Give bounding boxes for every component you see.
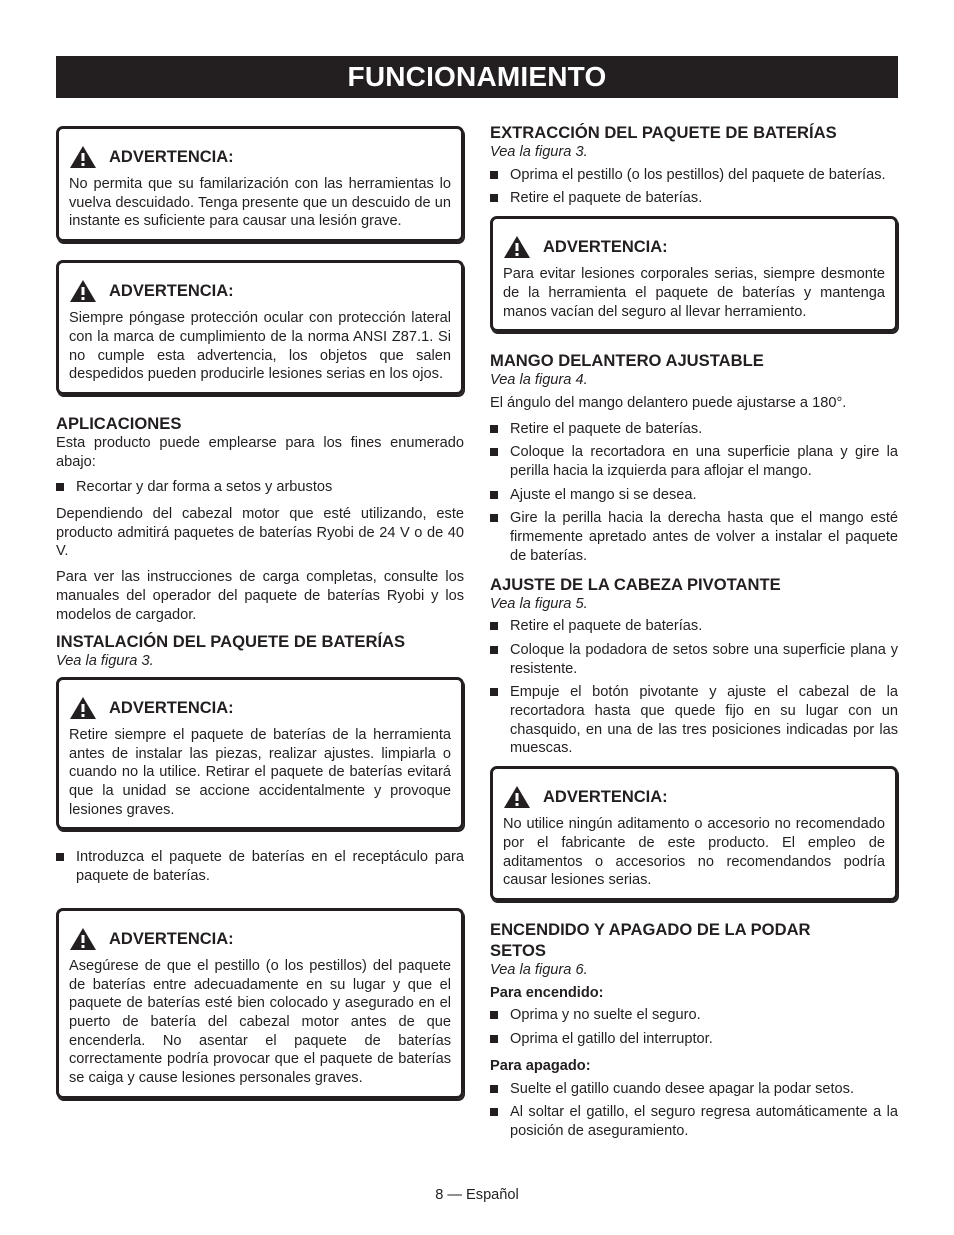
warning-text: Retire siempre el paquete de baterías de la herramienta antes de instalar las piezas, realizar ajustes. limpiarla o cuando no la utilice. Retirar el paquete de baterías evitará que la unidad se accione accidentalmente y provoque lesiones graves. xyxy=(69,726,451,818)
list-item: Retire el paquete de baterías. xyxy=(490,617,898,636)
list-item: Al soltar el gatillo, el seguro regresa automáticamente a la posición de aseguramiento. xyxy=(490,1103,898,1140)
warning-header xyxy=(503,785,885,809)
warning-text: No permita que su familarización con las herramientas lo vuelva descuidado. Tenga presente que un descuido de un instante es suficiente para causar una lesión grave. xyxy=(69,176,451,230)
list-item: Oprima y no suelte el seguro. xyxy=(490,1006,898,1025)
warning-title: ADVERTENCIA: xyxy=(109,929,234,948)
warning-text: Asegúrese de que el pestillo (o los pestillos) del paquete de baterías entre adecuadamente en su lugar y que el paquete de baterías esté bien colocado y asegurado en el puerto de batería del cabezal motor antes de que encenderla. No asentar el paquete de baterías correctamente podría provocar que el paquete de baterías se caiga y cause lesiones personales graves. xyxy=(69,957,451,1087)
list-item: Oprima el pestillo (o los pestillos) del paquete de baterías. xyxy=(490,166,898,185)
list-item: Recortar y dar forma a setos y arbustos xyxy=(56,478,464,497)
paragraph: Esta producto puede emplearse para los fines enumerado abajo: xyxy=(56,434,464,470)
warning-title: ADVERTENCIA: xyxy=(543,787,668,806)
figure-reference: Vea la figura 6. xyxy=(490,961,588,978)
section-heading-cabeza: AJUSTE DE LA CABEZA PIVOTANTE xyxy=(490,574,781,594)
list-item: Suelte el gatillo cuando desee apagar la podar setos. xyxy=(490,1080,898,1099)
warning-text: Para evitar lesiones corporales serias, siempre desmonte de la herramienta el paquete de baterías y mantenga manos vacían del seguro al llevar herramiento. xyxy=(503,266,885,320)
list-item: Retire el paquete de baterías. xyxy=(490,420,898,439)
list-item: Oprima el gatillo del interruptor. xyxy=(490,1030,898,1049)
section-heading-mango: MANGO DELANTERO AJUSTABLE xyxy=(490,351,764,371)
page-title: FUNCIONAMIENTO xyxy=(56,56,898,98)
warning-title: ADVERTENCIA: xyxy=(109,147,234,166)
warning-triangle-icon xyxy=(503,785,531,809)
list-item: Retire el paquete de baterías. xyxy=(490,189,898,208)
bullet-list xyxy=(56,848,464,885)
list-item: Gire la perilla hacia la derecha hasta que el mango esté firmemente apretado antes de volver a instalar el paquete de baterías. xyxy=(490,509,898,565)
section-heading-encendido: ENCENDIDO Y APAGADO DE LA PODAR SETOS xyxy=(490,919,811,960)
warning-header xyxy=(69,145,451,169)
list-item: Ajuste el mango si se desea. xyxy=(490,486,898,505)
section-heading-extraccion: EXTRACCIÓN DEL PAQUETE DE BATERÍAS xyxy=(490,123,837,142)
bullet-list xyxy=(56,478,464,497)
warning-box xyxy=(56,908,464,1099)
warning-box xyxy=(490,216,898,332)
warning-title: ADVERTENCIA: xyxy=(109,281,234,300)
warning-text: No utilice ningún aditamento o accesorio no recomendado por el fabricante de este producto. El empleo de aditamentos o accesorios no recomendandos podría causar lesiones serias. xyxy=(503,816,885,889)
bullet-list xyxy=(490,420,898,566)
warning-header xyxy=(69,927,451,951)
list-item: Coloque la podadora de setos sobre una superficie plana y resistente. xyxy=(490,641,898,678)
bullet-list xyxy=(490,1006,898,1048)
warning-header xyxy=(503,235,885,259)
paragraph: Dependiendo del cabezal motor que esté utilizando, este producto admitirá paquetes de baterías Ryobi de 24 V o de 40 V. xyxy=(56,506,464,560)
paragraph: El ángulo del mango delantero puede ajustarse a 180°. xyxy=(490,394,847,411)
list-item: Introduzca el paquete de baterías en el receptáculo para paquete de baterías. xyxy=(56,848,464,885)
warning-triangle-icon xyxy=(69,279,97,303)
subheading-off: Para apagado: xyxy=(490,1057,591,1074)
warning-text: Siempre póngase protección ocular con protección lateral con la marca de cumplimiento de la norma ANSI Z87.1. Si no cumple esta advertencia, los objetos que salen despedidos pueden producirle lesiones serias en los ojos. xyxy=(69,310,451,383)
paragraph: Para ver las instrucciones de carga completas, consulte los manuales del operador del paquete de baterías Ryobi y los modelos de cargador. xyxy=(56,569,464,623)
warning-triangle-icon xyxy=(69,145,97,169)
bullet-list xyxy=(490,166,898,208)
bullet-list xyxy=(490,617,898,758)
bullet-list xyxy=(490,1080,898,1141)
page-number: 8 — Español xyxy=(435,1187,519,1203)
warning-title: ADVERTENCIA: xyxy=(109,698,234,717)
warning-triangle-icon xyxy=(69,696,97,720)
figure-reference: Vea la figura 5. xyxy=(490,595,588,612)
warning-box xyxy=(56,126,464,242)
warning-box xyxy=(56,677,464,831)
figure-reference: Vea la figura 3. xyxy=(490,144,588,160)
warning-header xyxy=(69,696,451,720)
subheading-on: Para encendido: xyxy=(490,984,604,1001)
section-heading-aplicaciones: APLICACIONES xyxy=(56,413,182,433)
warning-header xyxy=(69,279,451,303)
figure-reference: Vea la figura 4. xyxy=(490,372,588,389)
section-heading-instalacion: INSTALACIÓN DEL PAQUETE DE BATERÍAS xyxy=(56,632,406,652)
figure-reference: Vea la figura 3. xyxy=(56,653,154,670)
warning-triangle-icon xyxy=(503,235,531,259)
warning-box xyxy=(490,766,898,901)
list-item: Empuje el botón pivotante y ajuste el cabezal de la recortadora hasta que quede fijo en su lugar con un chasquido, en una de las tres posiciones indicadas por las muescas. xyxy=(490,683,898,758)
warning-triangle-icon xyxy=(69,927,97,951)
right-column xyxy=(490,123,898,1149)
list-item: Coloque la recortadora en una superficie plana y gire la perilla hacia la izquierda para aflojar el mango. xyxy=(490,443,898,480)
left-column xyxy=(56,126,464,1117)
warning-box xyxy=(56,260,464,395)
warning-title: ADVERTENCIA: xyxy=(543,237,668,256)
